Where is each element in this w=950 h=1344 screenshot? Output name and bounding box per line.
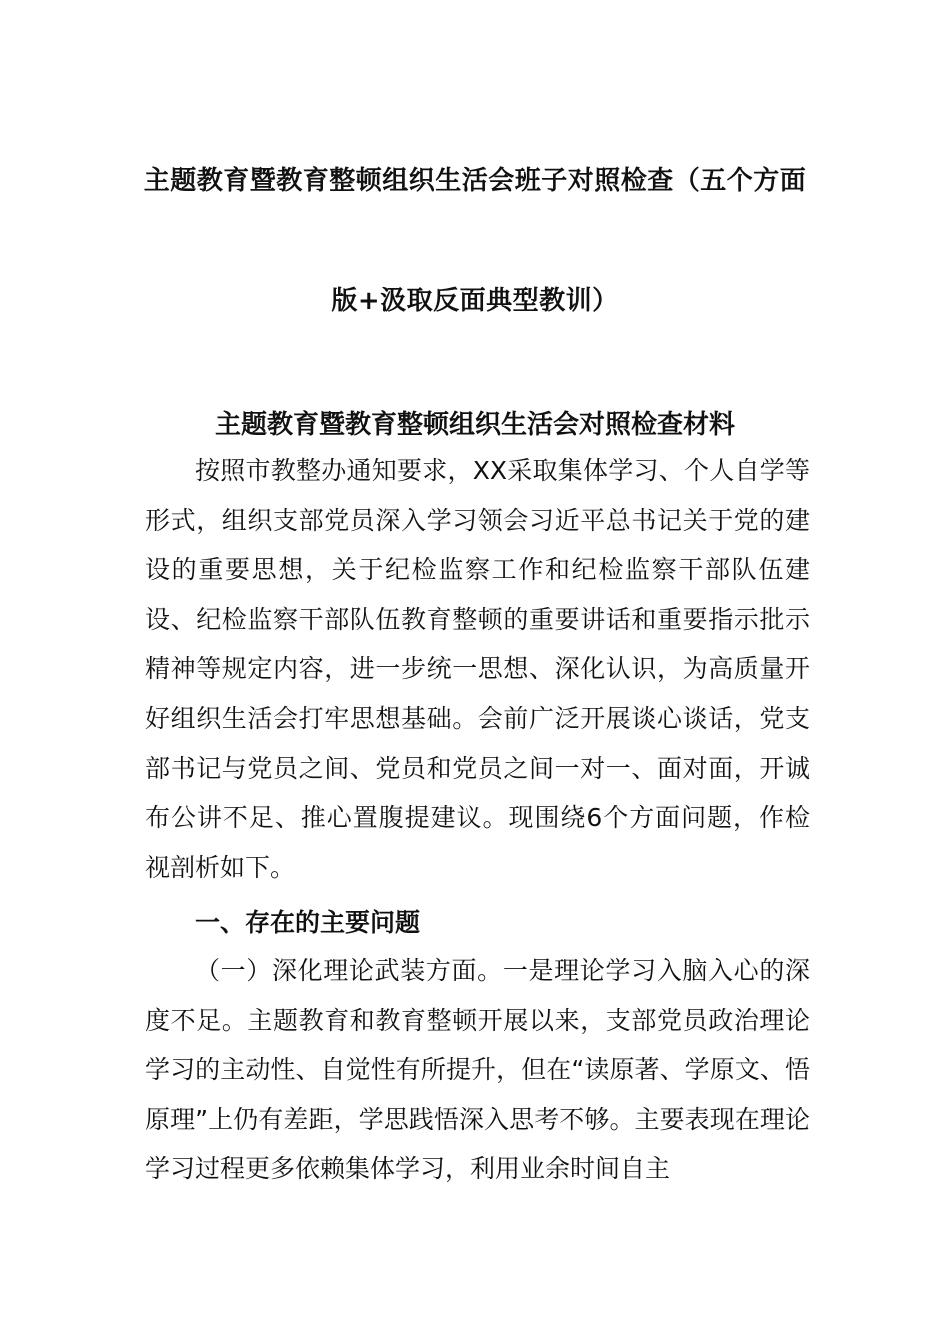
paragraph-theory-text: （一）深化理论武装方面。一是理论学习入脑入心的深度不足。主题教育和教育整顿开展以来，支部党员政治理论学习的主动性、自觉性有所提升，但在“读原著、学原文、悟原理”上仍有差距，学思践悟深入思考不够。主要表现在理论学习过程更多依赖集体学习，利用业余时间自主 bbox=[145, 956, 810, 1184]
document-subtitle: 主题教育暨教育整顿组织生活会对照检查材料 bbox=[214, 410, 735, 440]
paragraph-intro-text: 按照市教整办通知要求，XX采取集体学习、个人自学等形式，组织支部党员深入学习领会习近平总书记关于党的建设的重要思想，关于纪检监察工作和纪检监察干部队伍建设、纪检监察干部队伍教育整顿的重要讲话和重要指示批示精神等规定内容，进一步统一思想、深化认识，为高质量开好组织生活会打牢思想基础。会前广泛开展谈心谈话，党支部书记与党员之间、党员和党员之间一对一、面对面，开诚布公讲不足、推心置腹提建议。现围绕6个方面问题，作检视剖析如下。 bbox=[145, 456, 810, 882]
section-heading: 一、存在的主要问题 bbox=[195, 908, 421, 937]
document-title-line-2: 版+汲取反面典型教训） bbox=[331, 286, 619, 316]
document-title-line-1: 主题教育暨教育整顿组织生活会班子对照检查（五个方面 bbox=[143, 166, 807, 196]
paragraph-intro bbox=[145, 446, 810, 892]
paragraph-theory bbox=[145, 946, 810, 1194]
